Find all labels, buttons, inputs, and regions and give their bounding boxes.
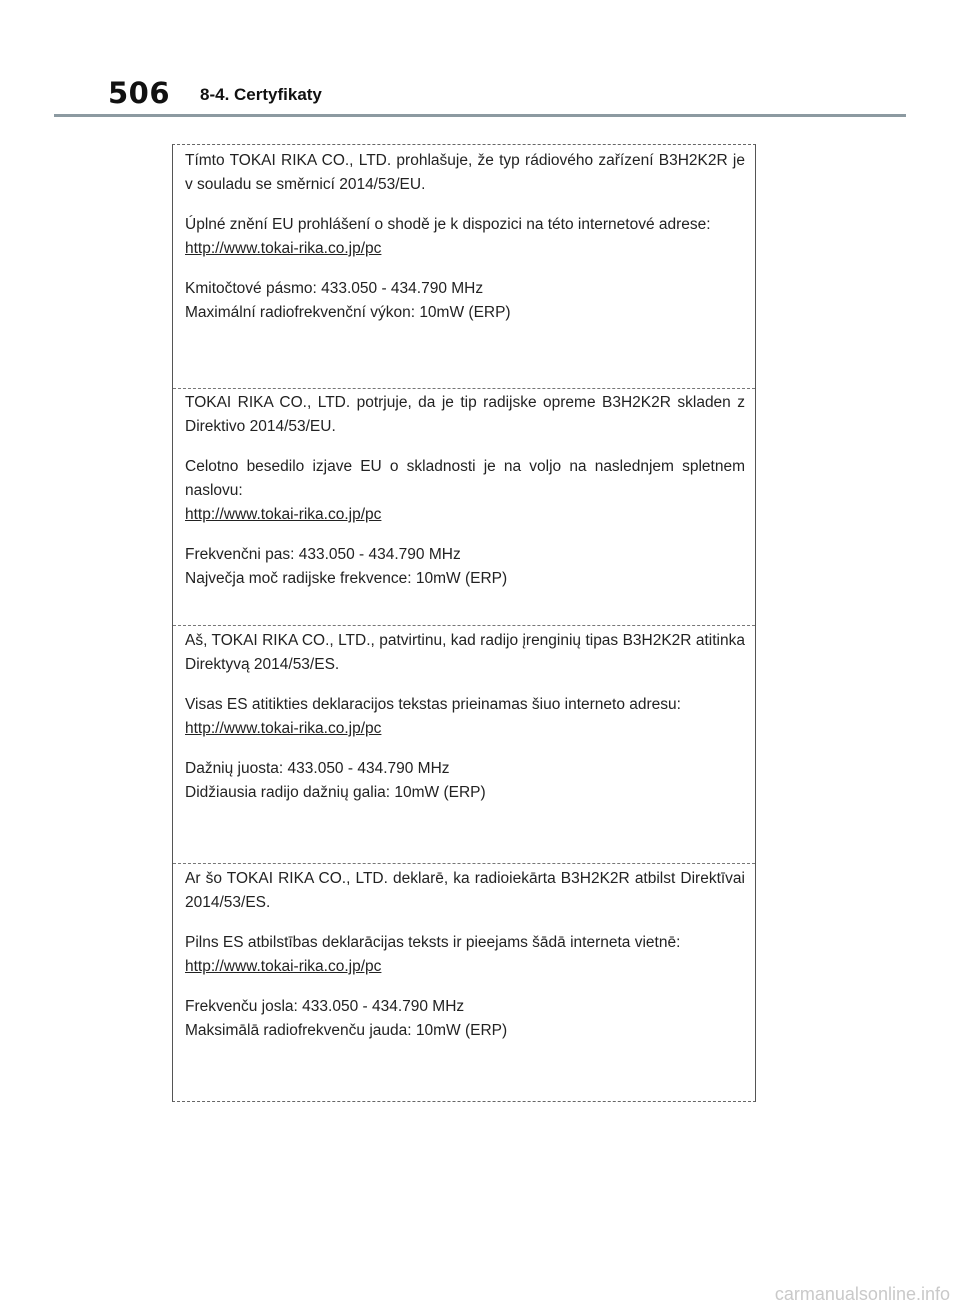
cert-section-lithuanian [173, 625, 755, 863]
declaration-text: Aš, TOKAI RIKA CO., LTD., patvirtinu, kad radijo įrenginių tipas B3H2K2R atitinka Direktyvą 2014/53/ES. [185, 632, 745, 673]
full-text-intro: Pilns ES atbilstības deklarācijas teksts ir pieejams šādā interneta vietnē: [185, 934, 681, 951]
cert-section-slovenian [173, 388, 755, 625]
certificate-url-link[interactable]: http://www.tokai-rika.co.jp/pc [185, 506, 382, 523]
frequency-band: Kmitočtové pásmo: 433.050 - 434.790 MHz [185, 280, 484, 297]
full-text-intro: Celotno besedilo izjave EU o skladnosti je na voljo na naslednjem spletnem naslovu: [185, 458, 745, 499]
declaration-text: Tímto TOKAI RIKA CO., LTD. prohlašuje, že typ rádiového zařízení B3H2K2R je v souladu se směrnicí 2014/53/EU. [185, 152, 745, 193]
section-title: 8-4. Certyfikaty [200, 85, 322, 104]
max-power: Maximální radiofrekvenční výkon: 10mW (ERP) [185, 304, 511, 321]
declaration-text: Ar šo TOKAI RIKA CO., LTD. deklarē, ka radioiekārta B3H2K2R atbilst Direktīvai 2014/53/ES. [185, 870, 745, 911]
cert-section-czech [173, 145, 755, 388]
certificate-url-link[interactable]: http://www.tokai-rika.co.jp/pc [185, 720, 382, 737]
certificate-url-link[interactable]: http://www.tokai-rika.co.jp/pc [185, 958, 382, 975]
frequency-band: Frekvenču josla: 433.050 - 434.790 MHz [185, 998, 465, 1015]
page-number: 506 [108, 76, 171, 110]
declaration-text: TOKAI RIKA CO., LTD. potrjuje, da je tip radijske opreme B3H2K2R skladen z Direktivo 2014/53/EU. [185, 394, 745, 435]
watermark-text: carmanualsonline.info [774, 1284, 950, 1304]
max-power: Maksimālā radiofrekvenču jauda: 10mW (ERP) [185, 1022, 508, 1039]
max-power: Največja moč radijske frekvence: 10mW (ERP) [185, 570, 508, 587]
full-text-intro: Visas ES atitikties deklaracijos tekstas prieinamas šiuo interneto adresu: [185, 696, 681, 713]
page-header [0, 0, 960, 120]
frequency-band: Dažnių juosta: 433.050 - 434.790 MHz [185, 760, 450, 777]
max-power: Didžiausia radijo dažnių galia: 10mW (ERP) [185, 784, 486, 801]
full-text-intro: Úplné znění EU prohlášení o shodě je k dispozici na této internetové adrese: [185, 216, 711, 233]
frequency-band: Frekvenčni pas: 433.050 - 434.790 MHz [185, 546, 461, 563]
certificate-url-link[interactable]: http://www.tokai-rika.co.jp/pc [185, 240, 382, 257]
cert-section-latvian [173, 863, 755, 1101]
certificate-box [172, 144, 756, 1102]
header-divider [54, 114, 906, 117]
